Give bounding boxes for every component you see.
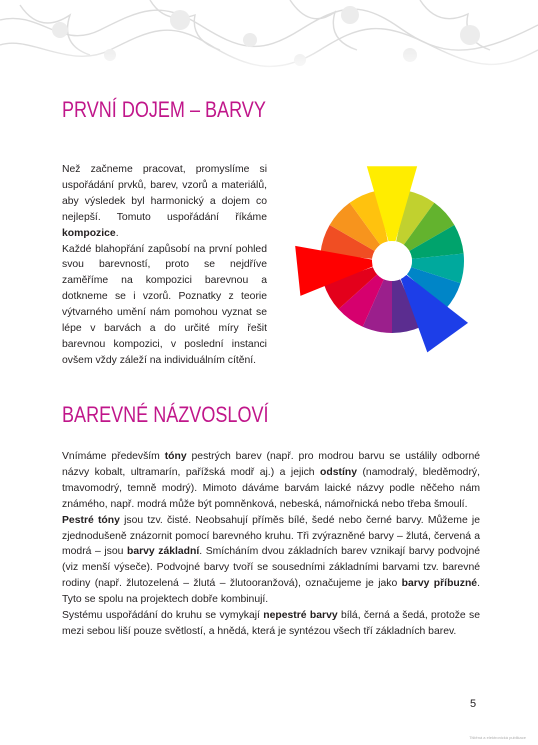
color-wheel-center (372, 241, 412, 281)
decorative-ornament-header (0, 0, 538, 80)
body-bold-term: barvy příbuzné (401, 578, 478, 590)
body-text-run: (namodralý, bleděmodrý, tmavomodrý, temně modrý). Mimoto dáváme barvám laické názvy podle něčeho nám známého, např. modrá může být pomněnková, nebeská, námořnická nebo třeba šmoulí. (62, 466, 480, 510)
body-bold-term: barvy základní (126, 546, 200, 558)
body-bold-term: nepestré barvy (263, 610, 338, 622)
body-text-run: jsou tzv. čisté. Neobsahují příměs bílé, šedé nebo černé barvy. Můžeme je zjednodušeně znázornit pomocí barevného kruhu. Tři zvýrazněné barvy – žlutá, červená a modrá – jsou (62, 514, 481, 558)
intro-text-run: . (115, 227, 119, 239)
body-paragraph (62, 449, 480, 640)
body-bold-term: tóny (164, 451, 187, 462)
body-text-run: Systému uspořádání do kruhu se vymykají (62, 610, 264, 622)
watermark-text: Tištěná a elektronická publikace (469, 735, 526, 740)
page-number: 5 (470, 698, 477, 710)
body-text-run: bílá, černá a šedá, protože se mezi sebou liší pouze světlostí, a hnědá, která je syntézou všech tří základních barev. (62, 610, 480, 637)
section-heading-first-impression: PRVNÍ DOJEM – BARVY (62, 97, 266, 122)
body-bold-term: Pestré tóny (62, 514, 120, 526)
body-text-run: . Tyto se spolu na projektech dobře kombinují. (62, 578, 480, 606)
body-bold-term: odstíny (320, 466, 357, 478)
intro-text-run: Než začneme pracovat, promyslíme si uspořádání prvků, barev, vzorů a materiálů, aby výsledek byl harmonický a dojem co nejlepší. Tomuto uspořádání říkáme (62, 164, 267, 223)
body-text-run: Vnímáme především (62, 451, 165, 462)
intro-bold-term: kompozice (62, 227, 116, 239)
intro-text-run: Každé blahopřání zapůsobí na první pohled svou barevností, proto se nejdříve zaměříme na kompozici barevnou a dotkneme se i vzorů. Poznatky z teorie výtvarného umění nám pomohou vyznat se lépe v barvách a do určité míry řešit barevnou kompozici, v poslední instanci ovšem vždy záleží na individuálním cítění. (62, 243, 267, 366)
body-text-run: . Smícháním dvou základních barev vznikají barvy podvojné (viz menší výseče). Podvojné barvy tvoří se sousedními základními barvami tzv. barevné rodiny (např. žlutozelená – žlutá – žlutooranžová), označujeme je jako (62, 546, 480, 590)
intro-paragraph (62, 162, 267, 369)
body-text-run: pestrých barev (např. pro modrou barvu se ustálily odborné názvy kobalt, ultramarín, pařížská modř aj.) a jejich (62, 451, 480, 478)
color-wheel-diagram (287, 156, 497, 366)
section-heading-color-naming: BAREVNÉ NÁZVOSLOVÍ (62, 402, 269, 427)
